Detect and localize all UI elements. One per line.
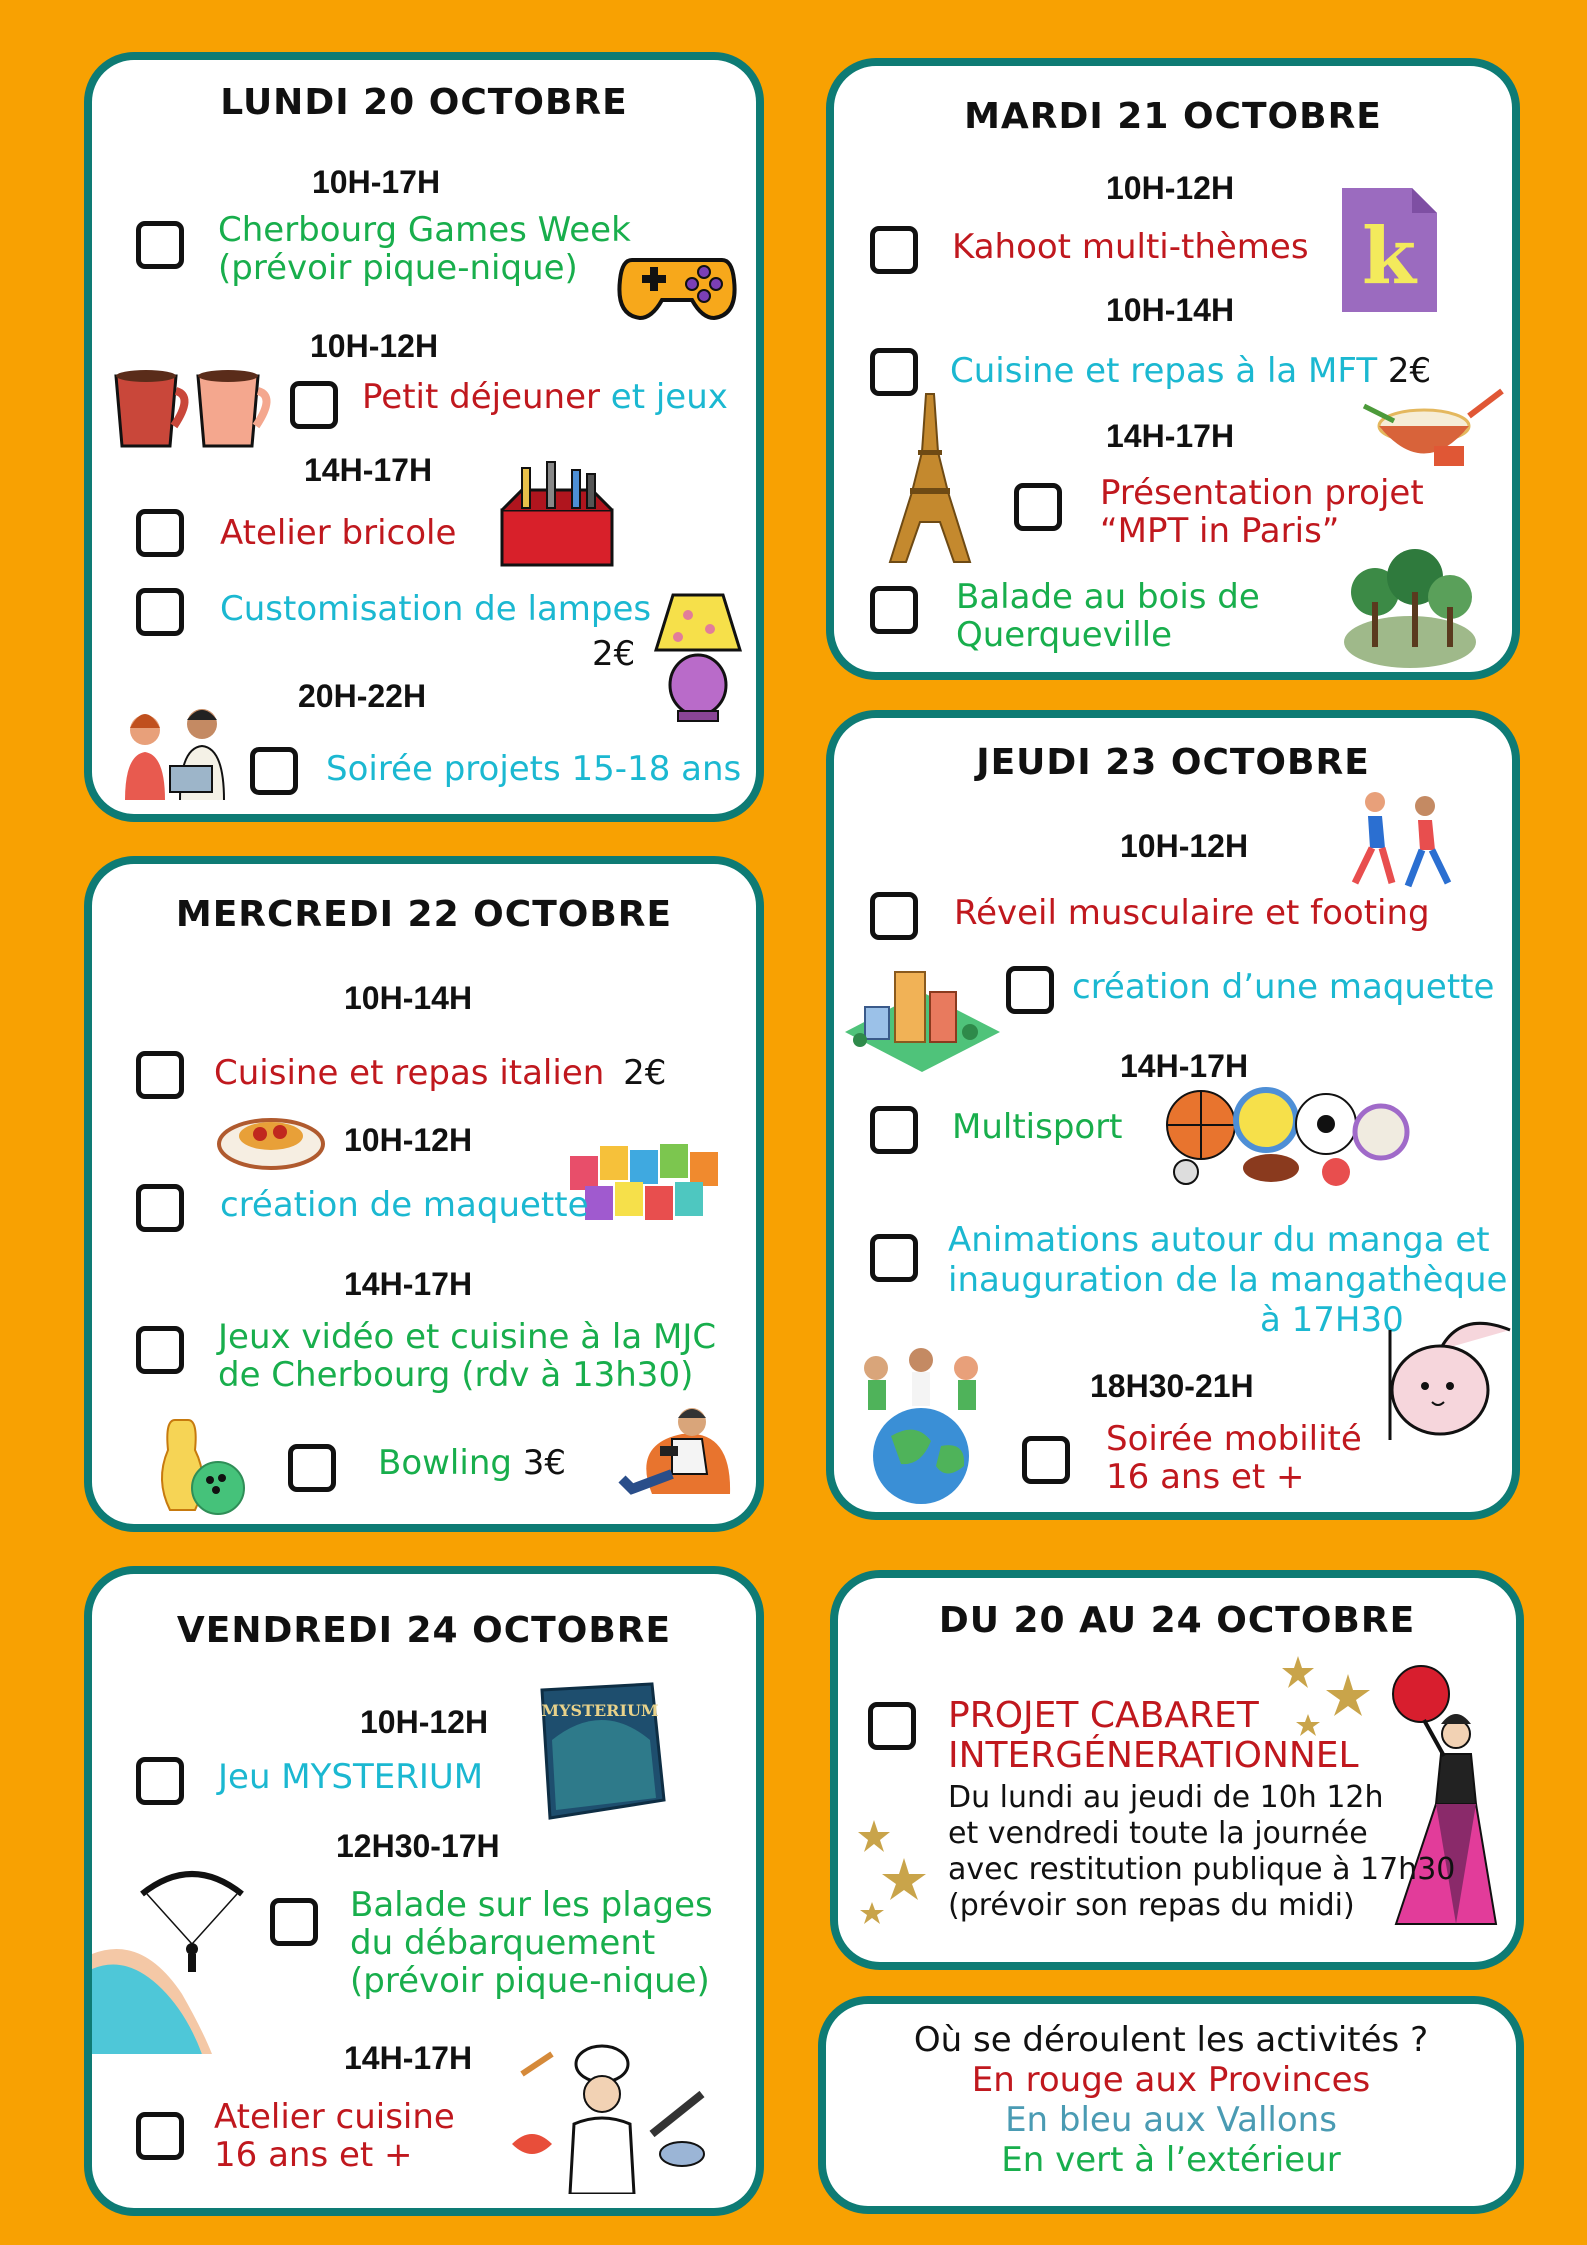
activity-games-week: Cherbourg Games Week (prévoir pique-nique) <box>218 210 631 288</box>
people-laptop-icon <box>110 700 240 800</box>
kahoot-letter: k <box>1361 211 1417 302</box>
checkbox-breakfast[interactable] <box>290 381 338 429</box>
thursday-title: JEUDI 23 OCTOBRE <box>976 742 1370 783</box>
legend-red: En rouge aux Provinces <box>971 2060 1371 2100</box>
kahoot-k-icon <box>1342 188 1437 312</box>
runners-icon <box>1330 788 1470 898</box>
activity-reveil-musculaire: Réveil musculaire et footing <box>954 893 1430 933</box>
gamepad-icon <box>612 220 742 330</box>
monday-card <box>84 52 764 822</box>
checkbox-soiree-mobilite[interactable] <box>1022 1436 1070 1484</box>
legend-blue: En bleu aux Vallons <box>1005 2100 1337 2140</box>
friday-title: VENDREDI 24 OCTOBRE <box>176 1610 672 1651</box>
coffee-cups-icon <box>106 356 276 456</box>
checkbox-mysterium[interactable] <box>136 1757 184 1805</box>
mysterium-box-label: MYSTERIUM <box>541 1701 659 1720</box>
checkbox-soiree-projets[interactable] <box>250 747 298 795</box>
checkbox-manga[interactable] <box>870 1234 918 1282</box>
activity-jeux-video-mjc: Jeux vidéo et cuisine à la MJC de Cherbourg (rdv à 13h30) <box>218 1317 717 1395</box>
thursday-time-3: 18H30-21H <box>1090 1368 1254 1404</box>
pasta-plate-icon <box>216 1104 326 1174</box>
activity-cuisine-mft: Cuisine et repas à la MFT 2€ <box>950 351 1432 391</box>
tuesday-time-2: 10H-14H <box>1106 292 1235 328</box>
checkbox-atelier-cuisine[interactable] <box>136 2112 184 2160</box>
parachute-beach-icon <box>92 1854 252 2054</box>
activity-bowling: Bowling 3€ <box>378 1443 567 1483</box>
checkbox-projet-cabaret[interactable] <box>868 1702 916 1750</box>
thursday-time-2: 14H-17H <box>1120 1048 1249 1084</box>
checkbox-atelier-bricole[interactable] <box>136 509 184 557</box>
checkbox-maquette[interactable] <box>136 1184 184 1232</box>
activity-lampes: Customisation de lampes <box>220 589 652 629</box>
tuesday-card <box>826 58 1520 680</box>
checkbox-cuisine-mft[interactable] <box>870 348 918 396</box>
monday-time-1: 10H-17H <box>312 164 441 200</box>
checkbox-multisport[interactable] <box>870 1106 918 1154</box>
wednesday-time-3: 14H-17H <box>344 1266 473 1302</box>
stars-left-icon <box>854 1818 934 1938</box>
eiffel-tower-icon <box>870 392 990 570</box>
checkbox-games-week[interactable] <box>136 221 184 269</box>
wednesday-card <box>84 856 764 1532</box>
checkbox-plages-debarquement[interactable] <box>270 1898 318 1946</box>
week-title: DU 20 AU 24 OCTOBRE <box>938 1600 1416 1641</box>
activity-soiree-mobilite: Soirée mobilité 16 ans et + <box>1106 1419 1362 1497</box>
wednesday-title: MERCREDI 22 OCTOBRE <box>175 894 673 935</box>
legend-card <box>818 1996 1524 2214</box>
checkbox-mpt-paris[interactable] <box>1014 483 1062 531</box>
monday-title: LUNDI 20 OCTOBRE <box>220 82 628 123</box>
activity-multisport: Multisport <box>952 1107 1123 1147</box>
monday-time-3: 14H-17H <box>304 452 433 488</box>
tuesday-title: MARDI 21 OCTOBRE <box>964 96 1382 137</box>
legend-question: Où se déroulent les activités ? <box>913 2020 1429 2060</box>
cooking-bowl-icon <box>1354 386 1504 486</box>
activity-cuisine-italien: Cuisine et repas italien 2€ <box>214 1053 667 1093</box>
activity-creation-maquette: création d’une maquette <box>1072 967 1495 1007</box>
checkbox-kahoot[interactable] <box>870 226 918 274</box>
tuesday-time-3: 14H-17H <box>1106 418 1235 454</box>
bunny-icon <box>1380 1310 1520 1450</box>
checkbox-bois-querqueville[interactable] <box>870 586 918 634</box>
activity-mpt-paris: Présentation projet “MPT in Paris” <box>1100 473 1424 551</box>
thursday-card <box>826 710 1520 1520</box>
mysterium-box-icon <box>532 1680 672 1822</box>
activity-bois-querqueville: Balade au bois de Querqueville <box>956 577 1260 655</box>
checkbox-reveil-musculaire[interactable] <box>870 892 918 940</box>
chef-icon <box>492 2034 722 2194</box>
wednesday-time-2: 10H-12H <box>344 1122 473 1158</box>
activity-manga: Animations autour du manga et inauguration de la mangathèque à 17H30 <box>948 1220 1508 1340</box>
activity-kahoot: Kahoot multi-thèmes <box>952 227 1309 267</box>
checkbox-bowling[interactable] <box>288 1444 336 1492</box>
friday-time-1: 10H-12H <box>360 1704 489 1740</box>
checkbox-cuisine-italien[interactable] <box>136 1051 184 1099</box>
toolbox-icon <box>492 460 622 570</box>
checkbox-jeux-video-mjc[interactable] <box>136 1326 184 1374</box>
activity-projet-cabaret: PROJET CABARET INTERGÉNERATIONNEL <box>948 1695 1359 1776</box>
activity-plages-debarquement: Balade sur les plages du débarquement (prévoir pique-nique) <box>350 1885 713 2001</box>
gamer-beanbag-icon <box>612 1394 742 1509</box>
activity-breakfast: Petit déjeuner et jeux <box>362 377 728 417</box>
globe-people-icon <box>846 1346 996 1506</box>
activity-atelier-bricole: Atelier bricole <box>220 513 457 553</box>
wednesday-time-1: 10H-14H <box>344 980 473 1016</box>
forest-icon <box>1340 542 1480 672</box>
checkbox-lampes[interactable] <box>136 588 184 636</box>
sports-balls-icon <box>1156 1080 1416 1190</box>
friday-time-3: 14H-17H <box>344 2040 473 2076</box>
activity-atelier-cuisine: Atelier cuisine 16 ans et + <box>214 2097 455 2175</box>
friday-card <box>84 1566 764 2216</box>
tuesday-time-1: 10H-12H <box>1106 170 1235 206</box>
activity-soiree-projets: Soirée projets 15-18 ans <box>326 749 742 789</box>
checkbox-creation-maquette[interactable] <box>1006 966 1054 1014</box>
projet-cabaret-details: Du lundi au jeudi de 10h 12h et vendredi toute la journée avec restitution publique à 17h30 (prévoir son repas du midi) <box>948 1780 1456 1923</box>
lampes-price: 2€ <box>592 634 636 674</box>
monday-time-4: 20H-22H <box>298 678 427 714</box>
thursday-time-1: 10H-12H <box>1120 828 1249 864</box>
bowling-icon <box>140 1410 260 1520</box>
legend-green: En vert à l’extérieur <box>1001 2140 1341 2180</box>
monday-time-2: 10H-12H <box>310 328 439 364</box>
activity-maquette: création de maquette <box>220 1185 589 1225</box>
lamp-icon <box>648 585 748 725</box>
activity-mysterium: Jeu MYSTERIUM <box>218 1757 484 1797</box>
city-model-icon <box>840 962 1005 1082</box>
week-card <box>830 1570 1524 1970</box>
friday-time-2: 12H30-17H <box>336 1828 500 1864</box>
